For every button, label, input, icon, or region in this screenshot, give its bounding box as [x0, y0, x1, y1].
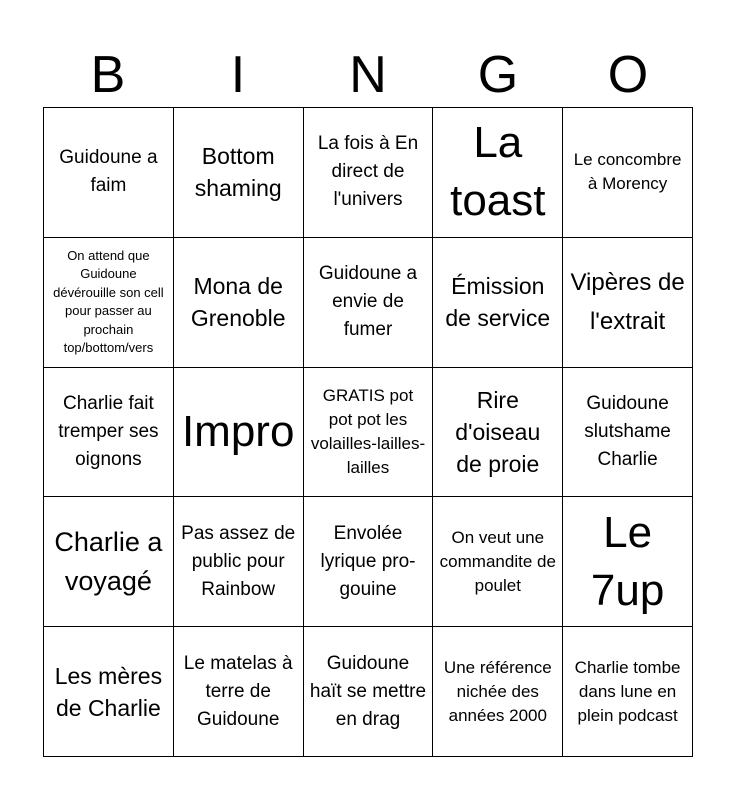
- bingo-board: [43, 107, 693, 757]
- bingo-cell[interactable]: [563, 108, 693, 238]
- bingo-cell[interactable]: [563, 627, 693, 757]
- cell-text: Pas assez de public pour Rainbow: [181, 522, 296, 600]
- bingo-cell[interactable]: [174, 497, 304, 627]
- cell-text: Mona de Grenoble: [190, 273, 286, 332]
- cell-text: Le matelas à terre de Guidoune: [183, 652, 293, 730]
- header-letter-n: N: [349, 46, 387, 104]
- bingo-cell[interactable]: [433, 108, 563, 238]
- header-letter-b: B: [90, 46, 126, 104]
- bingo-cell[interactable]: [44, 368, 174, 498]
- bingo-cell[interactable]: [433, 497, 563, 627]
- cell-text: Charlie tombe dans lune en plein podcast: [574, 657, 681, 725]
- bingo-cell[interactable]: [44, 497, 174, 627]
- bingo-cell[interactable]: [304, 108, 434, 238]
- header-letter-g: G: [477, 46, 519, 104]
- cell-text: Envolée lyrique pro-gouine: [320, 522, 416, 600]
- cell-text: Guidoune a faim: [59, 147, 158, 197]
- bingo-cell[interactable]: [563, 368, 693, 498]
- header-letter-o: O: [607, 46, 649, 104]
- cell-text: La fois à En direct de l'univers: [317, 133, 419, 211]
- cell-text: La toast: [450, 118, 546, 226]
- cell-text: Charlie a voyagé: [54, 526, 163, 596]
- cell-text: On veut une commandite de poulet: [439, 527, 556, 595]
- bingo-cell[interactable]: [174, 627, 304, 757]
- bingo-cell[interactable]: [44, 238, 174, 368]
- bingo-cell[interactable]: [44, 627, 174, 757]
- bingo-cell[interactable]: [174, 368, 304, 498]
- cell-text: Vipères de l'extrait: [570, 269, 685, 336]
- cell-text: Les mères de Charlie: [54, 662, 163, 721]
- cell-text: Rire d'oiseau de proie: [455, 386, 541, 477]
- bingo-cell[interactable]: [563, 238, 693, 368]
- bingo-cell[interactable]: [304, 627, 434, 757]
- cell-text: Charlie fait tremper ses oignons: [58, 392, 159, 470]
- cell-text: Émission de service: [445, 273, 551, 332]
- cell-text: Guidoune slutshame Charlie: [584, 392, 671, 470]
- bingo-cell[interactable]: [304, 368, 434, 498]
- bingo-cell[interactable]: [174, 108, 304, 238]
- bingo-cell[interactable]: [563, 497, 693, 627]
- bingo-header: [43, 40, 693, 110]
- bingo-cell[interactable]: [304, 238, 434, 368]
- bingo-cell[interactable]: [304, 497, 434, 627]
- cell-text: Le concombre à Morency: [573, 150, 682, 194]
- header-letter-i: I: [230, 46, 246, 104]
- cell-text: Guidoune haït se mettre en drag: [309, 652, 427, 730]
- cell-text: GRATIS pot pot pot les volailles-lailles-lailles: [310, 385, 426, 477]
- cell-text: Le 7up: [590, 507, 665, 615]
- cell-text: Guidoune a envie de fumer: [318, 263, 418, 341]
- bingo-cell[interactable]: [433, 238, 563, 368]
- cell-text: Une référence nichée des années 2000: [443, 657, 552, 725]
- bingo-cell[interactable]: [174, 238, 304, 368]
- bingo-cell[interactable]: [44, 108, 174, 238]
- cell-text: Bottom shaming: [194, 143, 282, 202]
- bingo-cell[interactable]: [433, 368, 563, 498]
- cell-text: On attend que Guidoune dévérouille son cell pour passer au prochain top/bottom/vers: [53, 247, 164, 356]
- bingo-cell[interactable]: [433, 627, 563, 757]
- cell-text: Impro: [181, 406, 295, 456]
